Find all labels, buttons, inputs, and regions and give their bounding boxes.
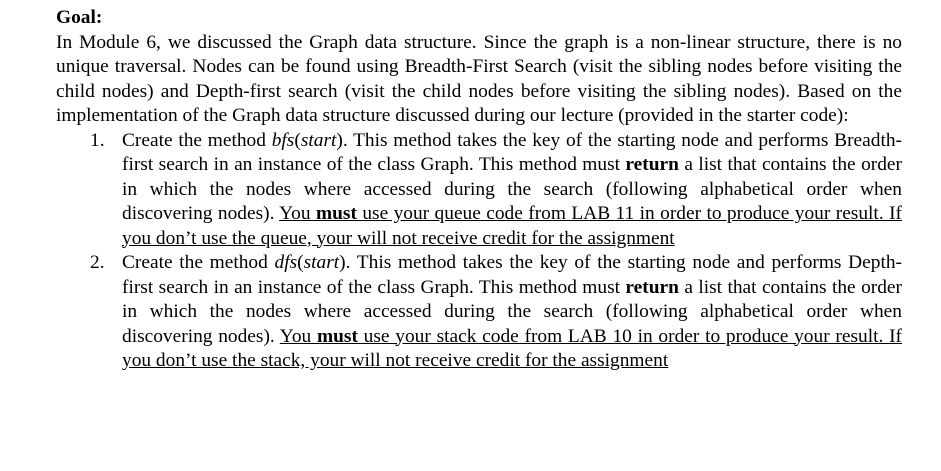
requirement-text: You (279, 325, 317, 347)
task-number: 2. (90, 252, 105, 273)
assignment-document (56, 6, 902, 374)
requirement-text: use your stack code from LAB 10 in order to produce your result. If you don’t use the stack, your will not receive credit for the assignment (122, 325, 902, 371)
task-item-bfs (56, 129, 902, 252)
paren-open: ( (294, 129, 301, 151)
task-text: a list that contains the order in which the nodes where accessed during the search (following alphabetical order when discovering nodes). (122, 154, 902, 224)
goal-heading: Goal: (56, 7, 103, 28)
task-text: Create the method (122, 252, 275, 273)
paren-open: ( (297, 252, 304, 273)
requirement-text: use your queue code from LAB 11 in order to produce your result. If you don’t use the queue, your will not receive credit for the assignment (122, 203, 902, 249)
method-name: bfs (271, 129, 295, 151)
task-text: ). This method takes the key of the starting node and performs Depth-first search in an instance of the class Graph. This method must (122, 252, 902, 298)
task-list (56, 129, 902, 374)
task-text: a list that contains the order in which the nodes where accessed during the search (following alphabetical order when discovering nodes). (122, 276, 902, 347)
must-keyword: must (315, 203, 357, 224)
method-param: start (300, 129, 337, 151)
return-keyword: return (625, 276, 679, 298)
requirement-text: You (279, 203, 316, 224)
intro-paragraph: In Module 6, we discussed the Graph data structure. Since the graph is a non-linear structure, there is no unique traversal. Nodes can be found using Breadth-First Search (visit the sibling nodes before visiting the child nodes) and Depth-first search (visit the child nodes before visiting the sibling nodes). Based on the implementation of the Graph data structure discussed during our lecture (provided in the starter code): (56, 31, 902, 126)
return-keyword: return (625, 154, 679, 175)
task-item-dfs (56, 251, 902, 374)
must-keyword: must (316, 325, 358, 347)
task-text: Create the method (122, 129, 272, 151)
method-name: dfs (274, 252, 298, 273)
method-param: start (303, 252, 340, 273)
task-text: ). This method takes the key of the starting node and performs Breadth-first search in an instance of the class Graph. This method must (122, 129, 902, 175)
task-number: 1. (90, 129, 105, 151)
